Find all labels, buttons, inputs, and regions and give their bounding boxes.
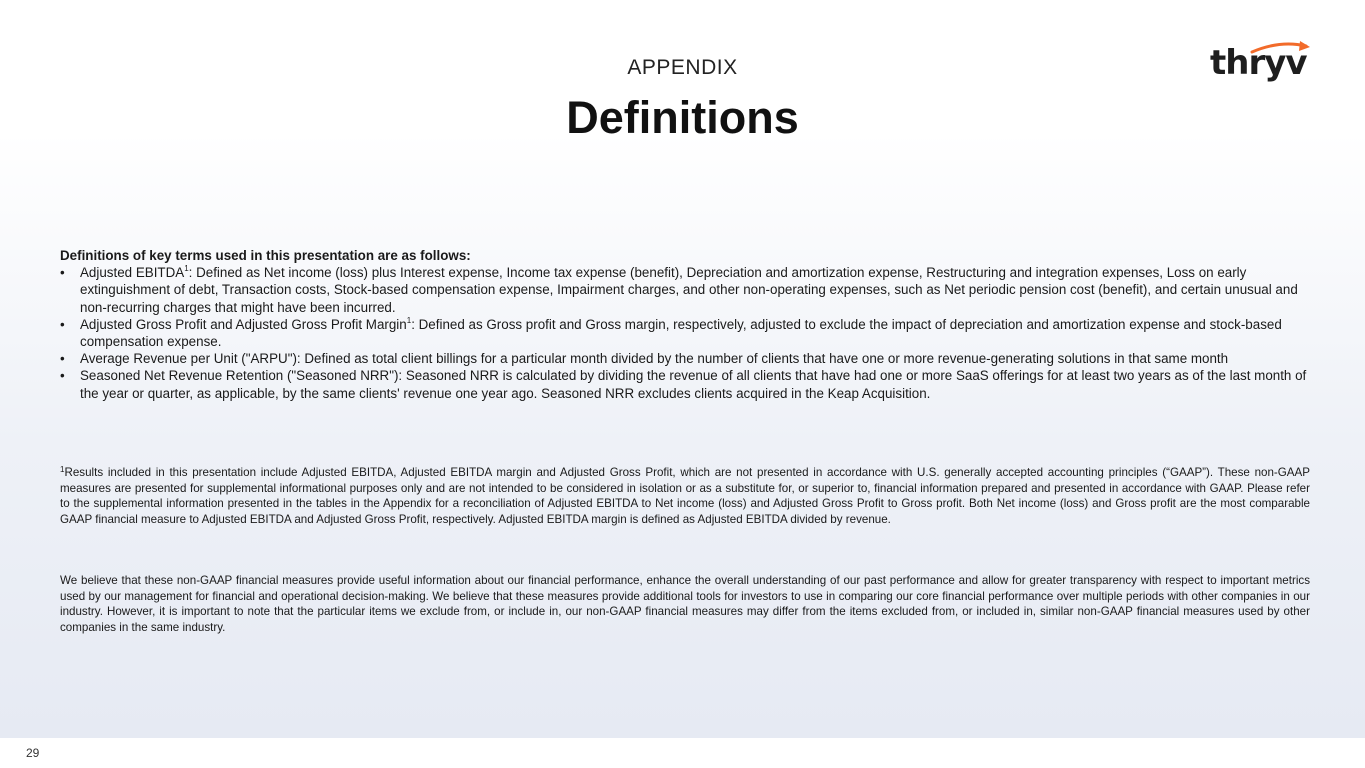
list-item xyxy=(60,350,1310,367)
definitions-section xyxy=(60,247,1310,402)
logo-wordmark: thryv xyxy=(1210,43,1307,83)
definition-text: : Defined as Net income (loss) plus Interest expense, Income tax expense (benefit), Depreciation and amortization expense, Restructuring and integration expenses, Loss on early extinguishment of debt, Transaction costs, Stock-based compensation expense, Impairment charges, and other non-operating expenses, such as Net periodic pension cost (benefit), and certain unusual and non-recurring charges that might have been incurred. xyxy=(80,265,1298,315)
definition-term: Adjusted Gross Profit and Adjusted Gross Profit Margin xyxy=(80,316,407,332)
bullet: • xyxy=(60,368,65,384)
page-title: Definitions xyxy=(566,92,799,143)
bullet: • xyxy=(60,316,65,332)
non-gaap-footnote xyxy=(60,465,1310,528)
footnote-marker: 1 xyxy=(406,315,412,325)
bullet: • xyxy=(60,265,65,281)
definitions-intro: Definitions of key terms used in this presentation are as follows: xyxy=(60,248,471,263)
definition-text: : Defined as total client billings for a particular month divided by the number of clients that have one or more revenue-generating solutions in that same month xyxy=(296,351,1229,367)
footnote-text: Results included in this presentation include Adjusted EBITDA, Adjusted EBITDA margin and Adjusted Gross Profit, which are not presented in accordance with U.S. generally accepted accounting principles (“GAAP”). These non-GAAP measures are presented for supplemental informational purposes only and are not intended to be considered in isolation or as a substitute for, or superior to, financial information prepared and presented in accordance with GAAP. Please refer to the supplemental information presented in the tables in the Appendix for a reconciliation of Adjusted EBITDA to Net income (loss) and Adjusted Gross Profit to Gross profit. Both Net income (loss) and Gross profit are the most comparable GAAP financial measure to Adjusted EBITDA and Adjusted Gross Profit, respectively. Adjusted EBITDA margin is defined as Adjusted EBITDA divided by revenue. xyxy=(60,466,1310,527)
footnote-marker: 1 xyxy=(184,264,189,274)
definition-term: Seasoned Net Revenue Retention ("Seasoned NRR") xyxy=(80,368,399,384)
definition-text: : Seasoned NRR is calculated by dividing the revenue of all clients that have had one or more SaaS offerings for at least two years as of the last month of the year or quarter, as applicable, by the same clients' revenue one year ago. Seasoned NRR excludes clients acquired in the Keap Acquisition. xyxy=(80,368,1307,401)
definitions-list xyxy=(60,264,1310,402)
definition-term: Adjusted EBITDA xyxy=(80,265,185,281)
definition-text: : Defined as Gross profit and Gross margin, respectively, adjusted to exclude the impact of depreciation and amortization expense and stock-based compensation expense. xyxy=(80,316,1282,350)
footer-bar xyxy=(0,738,1365,768)
footnote-marker: 1 xyxy=(60,465,65,474)
non-gaap-rationale: We believe that these non-GAAP financial measures provide useful information about our financial performance, enhance the overall understanding of our past performance and allow for greater transparency with respect to important metrics used by our management for financial and operational decision-making. We believe that these measures provide additional tools for investors to use in comparing our core financial performance over multiple periods with other companies in our industry. However, it is important to note that the particular items we exclude from, or include in, our non-GAAP financial measures may differ from the items excluded from, or included in, similar non-GAAP financial measures used by other companies in the same industry. xyxy=(60,574,1310,635)
section-eyebrow: APPENDIX xyxy=(627,56,738,79)
page-number: 29 xyxy=(26,746,40,760)
definition-term: Average Revenue per Unit ("ARPU") xyxy=(80,351,297,367)
list-item xyxy=(60,264,1310,316)
bullet: • xyxy=(60,351,65,367)
list-item xyxy=(60,316,1310,350)
list-item xyxy=(60,367,1310,401)
thryv-logo xyxy=(1210,40,1315,90)
